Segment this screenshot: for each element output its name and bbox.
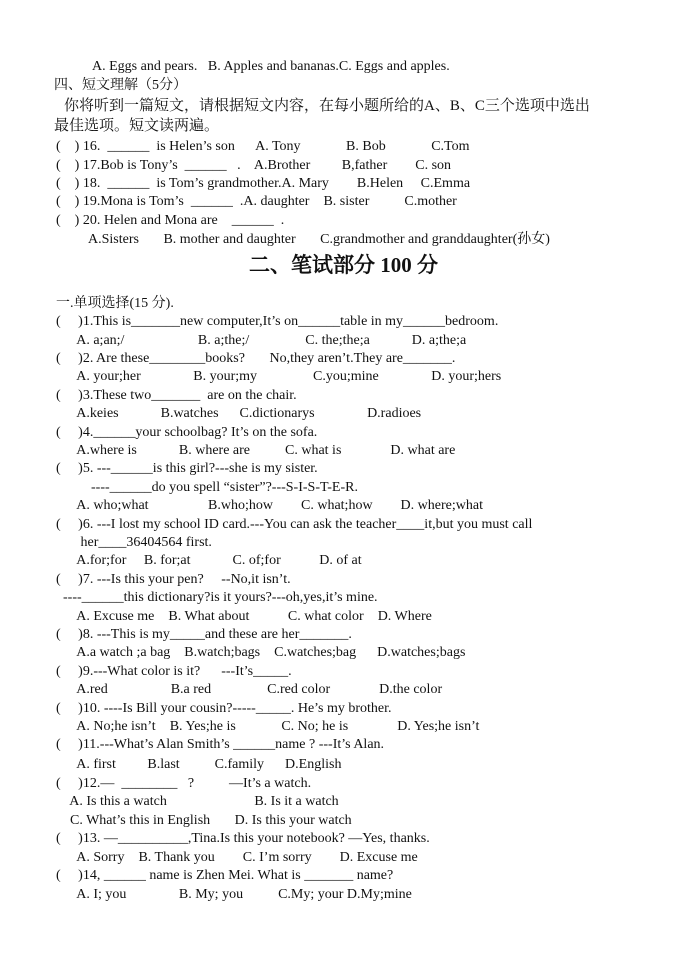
q15-options: A. Eggs and pears. B. Apples and bananas.C. Eggs and apples.	[92, 59, 450, 74]
mc-line: A. Excuse me B. What about C. what color D. Where	[56, 609, 432, 624]
mc-line: ( )5. ---______is this girl?---she is my sister.	[56, 461, 318, 476]
mc-line: A.keies B.watches C.dictionarys D.radioes	[56, 406, 422, 421]
question-17: ( ) 17.Bob is Tony’s ______ . A.Brother B,father C. son	[56, 158, 452, 173]
mc-line: ( )12.— ________ ? —It’s a watch.	[56, 776, 312, 791]
mc-line: ( )7. ---Is this your pen? --No,it isn’t.	[56, 572, 291, 587]
mc-line: ( )4.______your schoolbag? It’s on the sofa.	[56, 425, 318, 440]
question-18: ( ) 18. ______ is Tom’s grandmother.A. Mary B.Helen C.Emma	[56, 176, 471, 191]
mc-line: A.where is B. where are C. what is D. what are	[56, 443, 456, 458]
mc-line: ----______this dictionary?is it yours?---oh,yes,it’s mine.	[56, 590, 378, 605]
mc-line: her____36404564 first.	[56, 535, 212, 550]
mc-line: A. No;he isn’t B. Yes;he is C. No; he is D. Yes;he isn’t	[56, 719, 480, 734]
mc-line: ( )10. ----Is Bill your cousin?-----_____. He’s my brother.	[56, 701, 392, 716]
mc-line: ( )14, ______ name is Zhen Mei. What is _______ name?	[56, 868, 394, 883]
mc-line: A. a;an;/ B. a;the;/ C. the;the;a D. a;the;a	[56, 333, 467, 348]
mc-line: A.a watch ;a bag B.watch;bags C.watches;bag D.watches;bags	[56, 645, 466, 660]
mc-line: C. What’s this in English D. Is this your watch	[56, 813, 352, 828]
question-16: ( ) 16. ______ is Helen’s son A. Tony B. Bob C.Tom	[56, 139, 470, 154]
mc-line: ( )8. ---This is my_____and these are her_______.	[56, 627, 352, 642]
mc-line: A. first B.last C.family D.English	[56, 757, 342, 772]
mc-line: A. Sorry B. Thank you C. I’m sorry D. Excuse me	[56, 850, 418, 865]
mc-line: A. Is this a watch B. Is it a watch	[56, 794, 339, 809]
mc-line: A.red B.a red C.red color D.the color	[56, 682, 443, 697]
mc-line: ( )2. Are these________books? No,they aren’t.They are_______.	[56, 351, 456, 366]
mc-line: ( )1.This is_______new computer,It’s on______table in my______bedroom.	[56, 314, 499, 329]
mc-line: A.for;for B. for;at C. of;for D. of at	[56, 553, 362, 568]
mc-line: ( )6. ---I lost my school ID card.---You can ask the teacher____it,but you must call	[56, 517, 533, 532]
part2-title: 二、笔试部分 100 分	[249, 253, 438, 277]
mc-line: ( )13. —__________,Tina.Is this your notebook? —Yes, thanks.	[56, 831, 430, 846]
mc-line: ( )11.---What’s Alan Smith’s ______name ? ---It’s Alan.	[56, 737, 385, 752]
mc-line: ----______do you spell “sister”?---S-I-S-T-E-R.	[56, 480, 358, 495]
section4-heading: 四、短文理解（5分）	[54, 78, 187, 93]
mc-line: A. who;what B.who;how C. what;how D. where;what	[56, 498, 483, 513]
mc-line: ( )3.These two_______ are on the chair.	[56, 388, 297, 403]
section4-instruction-line1: 你将听到一篇短文，请根据短文内容，在每小题所给的A、B、C三个选项中选出	[64, 98, 590, 114]
mc-heading: 一.单项选择(15 分).	[56, 296, 174, 311]
question-20: ( ) 20. Helen and Mona are ______ .	[56, 213, 285, 228]
mc-line: A. your;her B. your;my C.you;mine D. your;hers	[56, 369, 502, 384]
mc-line: A. I; you B. My; you C.My; your D.My;mine	[56, 887, 412, 902]
question-19: ( ) 19.Mona is Tom’s ______ .A. daughter B. sister C.mother	[56, 194, 457, 209]
section4-instruction-line2: 最佳选项。短文读两遍。	[54, 118, 220, 134]
mc-line: ( )9.---What color is it? ---It’s_____.	[56, 664, 292, 679]
question-20-options: A.Sisters B. mother and daughter C.grandmother and granddaughter(孙女)	[88, 232, 550, 247]
